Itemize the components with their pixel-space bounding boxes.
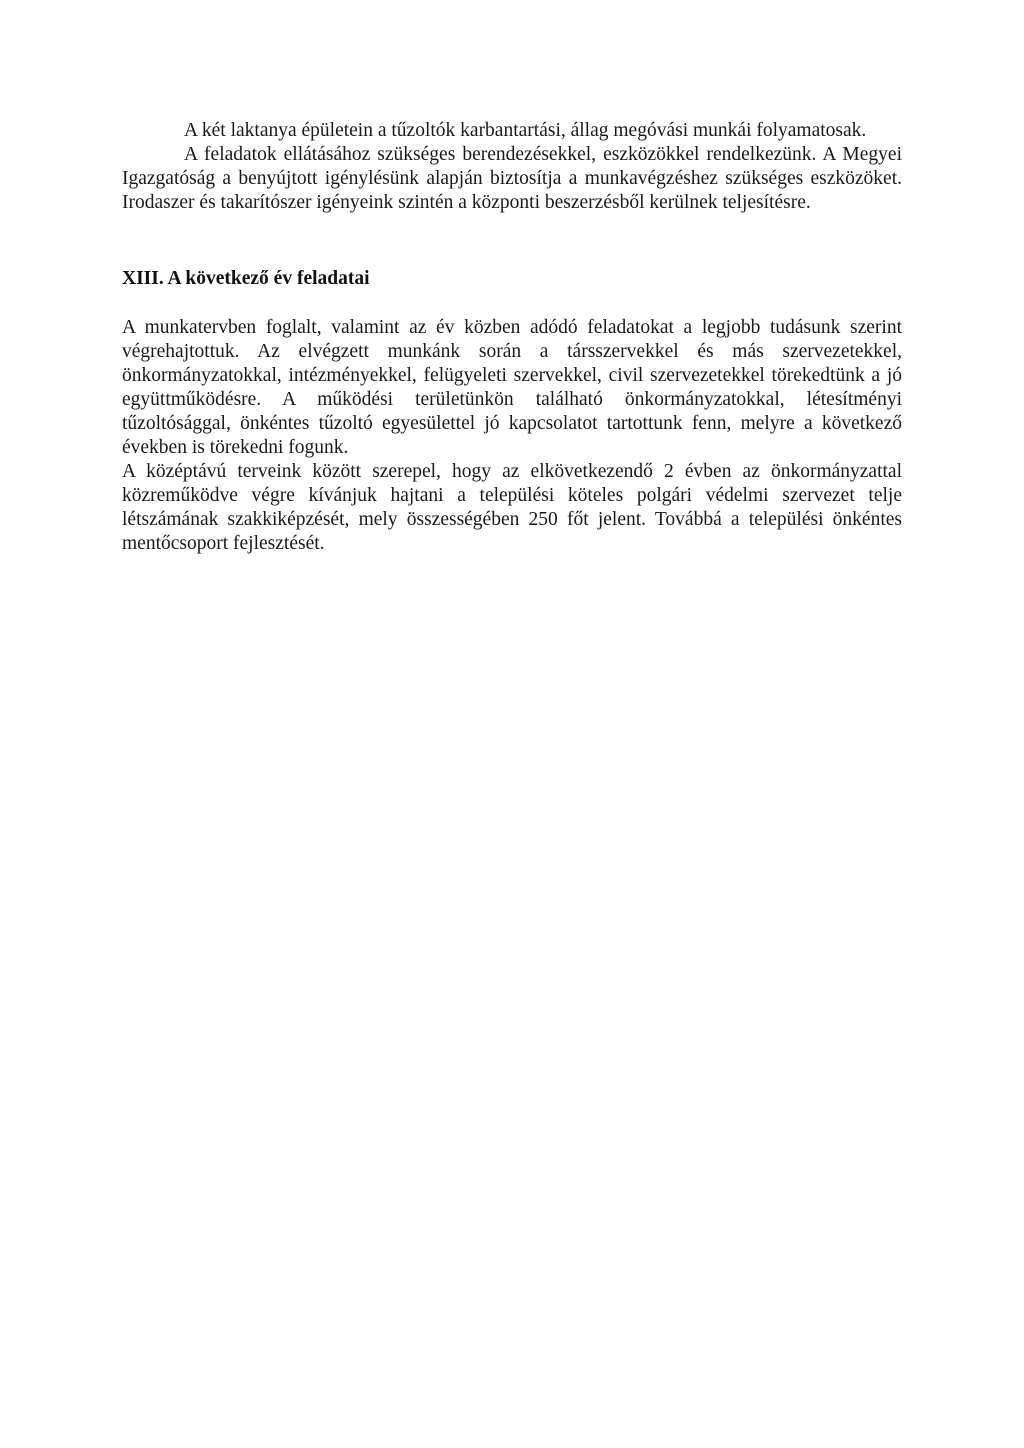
paragraph-cooperation: A munkatervben foglalt, valamint az év közben adódó feladatokat a legjobb tudásunk szerint végrehajtottuk. Az elvégzett munkánk során a társszervekkel és más szervezetekkel, önkormányzatokkal, intézményekkel, felügyeleti szervekkel, civil szervezetekkel törekedtünk a jó együttműködésre. A működési területünkön található önkormányzatokkal, létesítményi tűzoltósággal, önkéntes tűzoltó egyesülettel jó kapcsolatot tartottunk fenn, melyre a következő években is törekedni fogunk. [122, 317, 902, 458]
section-heading: XIII. A következő év feladatai [122, 268, 370, 289]
paragraph-maintenance: A két laktanya épületein a tűzoltók karbantartási, állag megóvási munkái folyamatosak. [184, 120, 867, 141]
paragraph-equipment: A feladatok ellátásához szükséges berendezésekkel, eszközökkel rendelkezünk. A Megyei Igazgatóság a benyújtott igénylésünk alapján biztosítja a munkavégzéshez szükséges eszközöket. Irodaszer és takarítószer igényeink szintén a központi beszerzésből kerülnek teljesítésre. [122, 144, 902, 213]
document-page [122, 119, 902, 556]
paragraph-plans: A középtávú terveink között szerepel, hogy az elkövetkezendő 2 évben az önkormányzattal közreműködve végre kívánjuk hajtani a települési köteles polgári védelmi szervezet telje létszámának szakkiképzését, mely összességében 250 főt jelent. Továbbá a települési önkéntes mentőcsoport fejlesztését. [122, 461, 902, 554]
